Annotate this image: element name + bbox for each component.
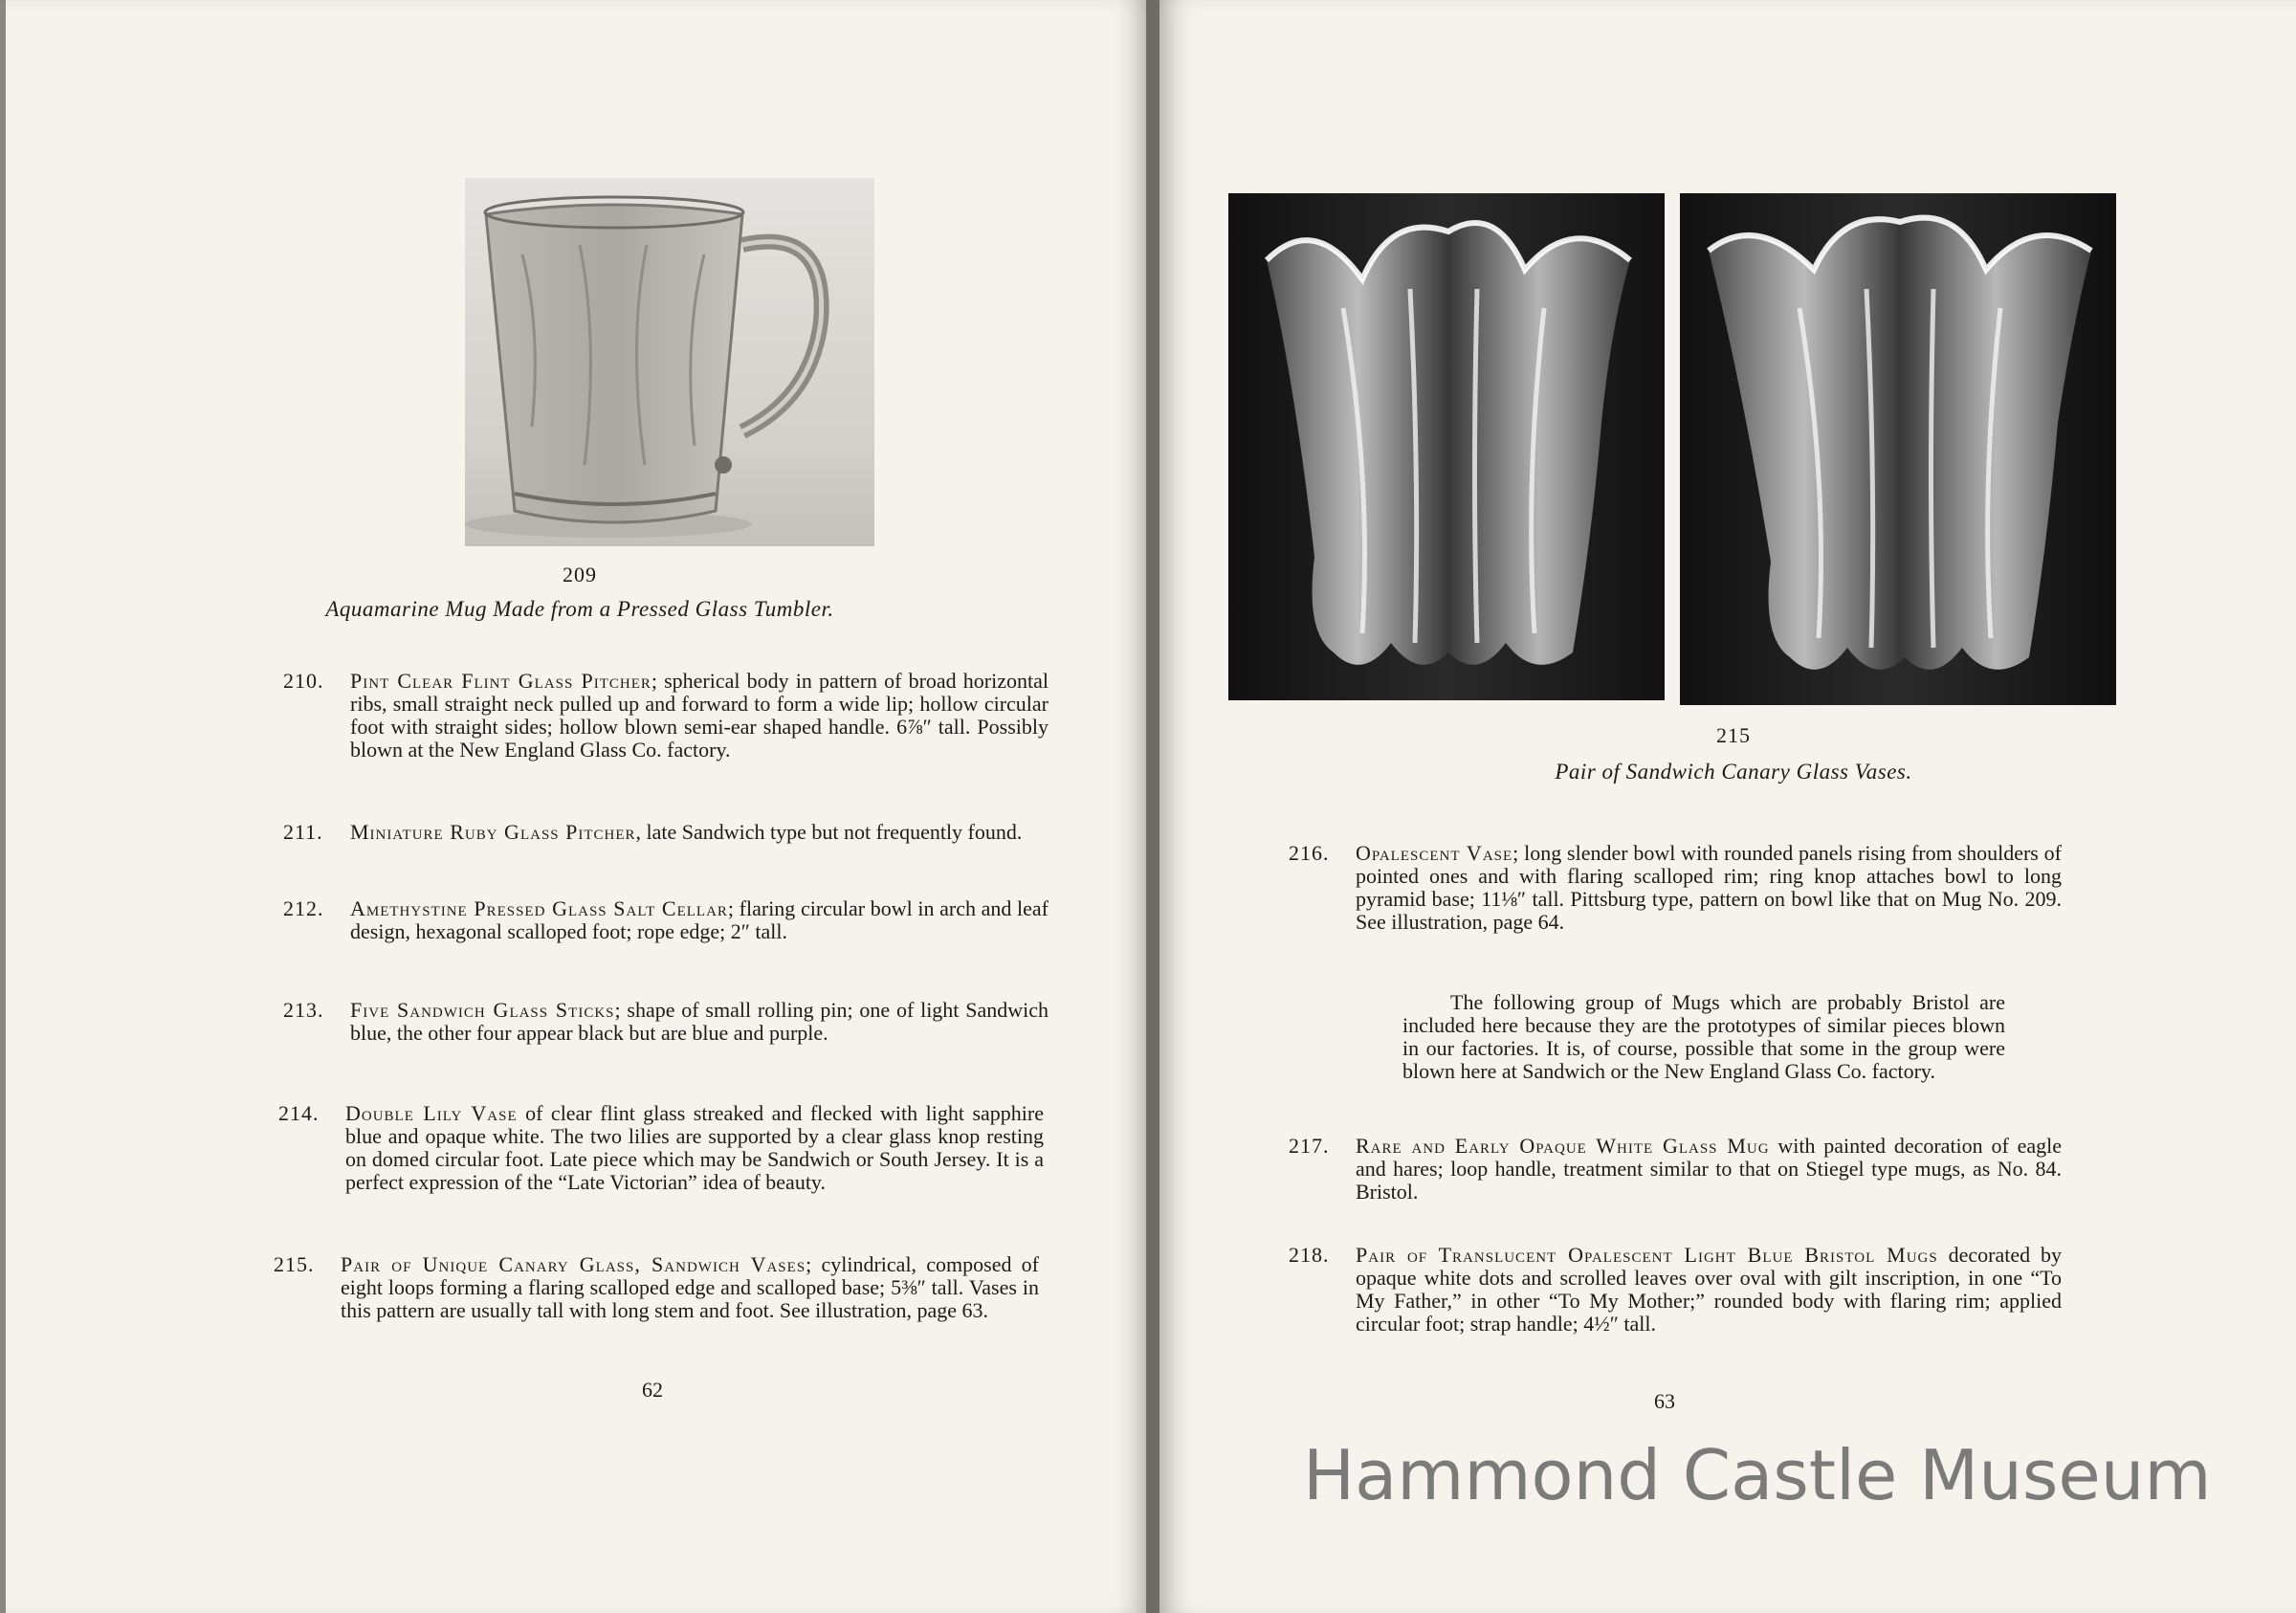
catalog-entry-210 <box>283 670 1049 794</box>
entry-title: Double Lily Vase <box>345 1101 518 1125</box>
entry-title: Rare and Early Opaque White Glass Mug <box>1356 1134 1770 1158</box>
entry-description: ; spherical body in pattern of broad horizontal ribs, small straight neck pulled up and forward to form a wide lip; hollow circular foot with straight sides; hollow blown semi-ear shaped handle. 6⅞″ tall. Possibly blown at the New England Glass Co. factory. <box>350 669 1049 762</box>
entry-text <box>350 821 1049 844</box>
entry-title: Pint Clear Flint Glass Pitcher <box>350 669 651 693</box>
figure-209-caption: Aquamarine Mug Made from a Pressed Glass Tumbler. <box>325 597 834 621</box>
entry-description: with painted decoration of eagle and hares; loop handle, treatment similar to that on Stiegel type mugs, as No. 84. Bristol. <box>1356 1134 2062 1204</box>
catalog-entry-213 <box>283 999 1049 1075</box>
mug-illustration <box>465 178 874 546</box>
figure-209-number: 209 <box>563 563 597 586</box>
catalog-entry-215 <box>274 1253 1039 1359</box>
entry-number: 210. <box>283 669 324 693</box>
entry-text <box>350 670 1049 762</box>
entry-description: decorated by opaque white dots and scrolled leaves over oval with gilt inscription, in one “To My Father,” in other “To My Mother;” rounded body with flaring rim; applied circular foot; strap handle; 4½″ tall. <box>1356 1243 2062 1336</box>
entry-text <box>1356 1135 2062 1204</box>
page-number-left: 62 <box>642 1378 663 1402</box>
right-page <box>1159 0 2296 1613</box>
vase-photo-right <box>1680 193 2116 705</box>
entry-description: ; long slender bowl with rounded panels rising from shoulders of pointed ones and with flaring scalloped rim; ring knop attaches bowl to long pyramid base; 11⅛″ tall. Pittsburg type, pattern on bowl like that on Mug No. 209. See illustration, page 64. <box>1356 841 2063 934</box>
catalog-entry-211 <box>283 821 1049 878</box>
entry-text <box>345 1102 1044 1194</box>
entry-text <box>1356 842 2062 934</box>
mug-photo <box>465 178 874 546</box>
entry-title: Pair of Translucent Opalescent Light Blue Bristol Mugs <box>1356 1243 1938 1267</box>
entry-number: 216. <box>1289 841 1330 865</box>
left-page <box>6 0 1146 1613</box>
entry-number: 217. <box>1289 1134 1330 1158</box>
vase-illustration <box>1228 193 1665 700</box>
entry-description: ; flaring circular bowl in arch and leaf design, hexagonal scalloped foot; rope edge; 2″ tall. <box>350 896 1049 943</box>
entry-text <box>350 999 1049 1045</box>
catalog-entry-218 <box>1289 1244 2062 1368</box>
entry-number: 215. <box>274 1252 315 1276</box>
entry-description: ; cylindrical, composed of eight loops forming a flaring scalloped edge and scalloped base; 5⅜″ tall. Vases in this pattern are usually tall with long stem and foot. See illustration, page 63. <box>341 1252 1039 1322</box>
entry-number: 218. <box>1289 1243 1330 1267</box>
catalog-entry-214 <box>278 1102 1044 1226</box>
catalog-entry-212 <box>283 897 1049 974</box>
entry-number: 212. <box>283 896 324 920</box>
entry-title: Miniature Ruby Glass Pitcher <box>350 820 636 844</box>
entry-description: of clear flint glass streaked and flecked with light sapphire blue and opaque white. The two lilies are supported by a clear glass knop resting on domed circular foot. Late piece which may be Sandwich or South Jersey. It is a perfect expression of the “Late Victorian” idea of beauty. <box>345 1101 1044 1194</box>
catalog-entry-216 <box>1289 842 2062 966</box>
vase-photo-left <box>1228 193 1665 700</box>
page-number-right: 63 <box>1654 1389 1675 1413</box>
figure-215-caption: Pair of Sandwich Canary Glass Vases. <box>1555 760 1912 784</box>
entry-text <box>1356 1244 2062 1336</box>
entry-text <box>350 897 1049 943</box>
entry-description: , late Sandwich type but not frequently found. <box>635 820 1023 844</box>
entry-title: Amethystine Pressed Glass Salt Cellar <box>350 896 728 920</box>
entry-number: 213. <box>283 998 324 1022</box>
entry-number: 211. <box>283 820 323 844</box>
figure-215-number: 215 <box>1716 723 1751 747</box>
entry-description: ; shape of small rolling pin; one of light Sandwich blue, the other four appear black but are blue and purple. <box>350 998 1049 1045</box>
museum-watermark: Hammond Castle Museum <box>1303 1435 2212 1515</box>
mugs-group-note: The following group of Mugs which are probably Bristol are included here because they are the prototypes of similar pieces blown in our factories. It is, of course, possible that some in the group were blown here at Sandwich or the New England Glass Co. factory. <box>1402 990 2005 1083</box>
entry-number: 214. <box>278 1101 320 1125</box>
entry-text <box>341 1253 1039 1322</box>
entry-title: Five Sandwich Glass Sticks <box>350 998 615 1022</box>
entry-title: Pair of Unique Canary Glass, Sandwich Vases <box>341 1252 806 1276</box>
catalog-entry-217 <box>1289 1135 2062 1211</box>
book-gutter <box>1146 0 1159 1613</box>
entry-title: Opalescent Vase <box>1356 841 1513 865</box>
vase-illustration <box>1680 193 2116 705</box>
